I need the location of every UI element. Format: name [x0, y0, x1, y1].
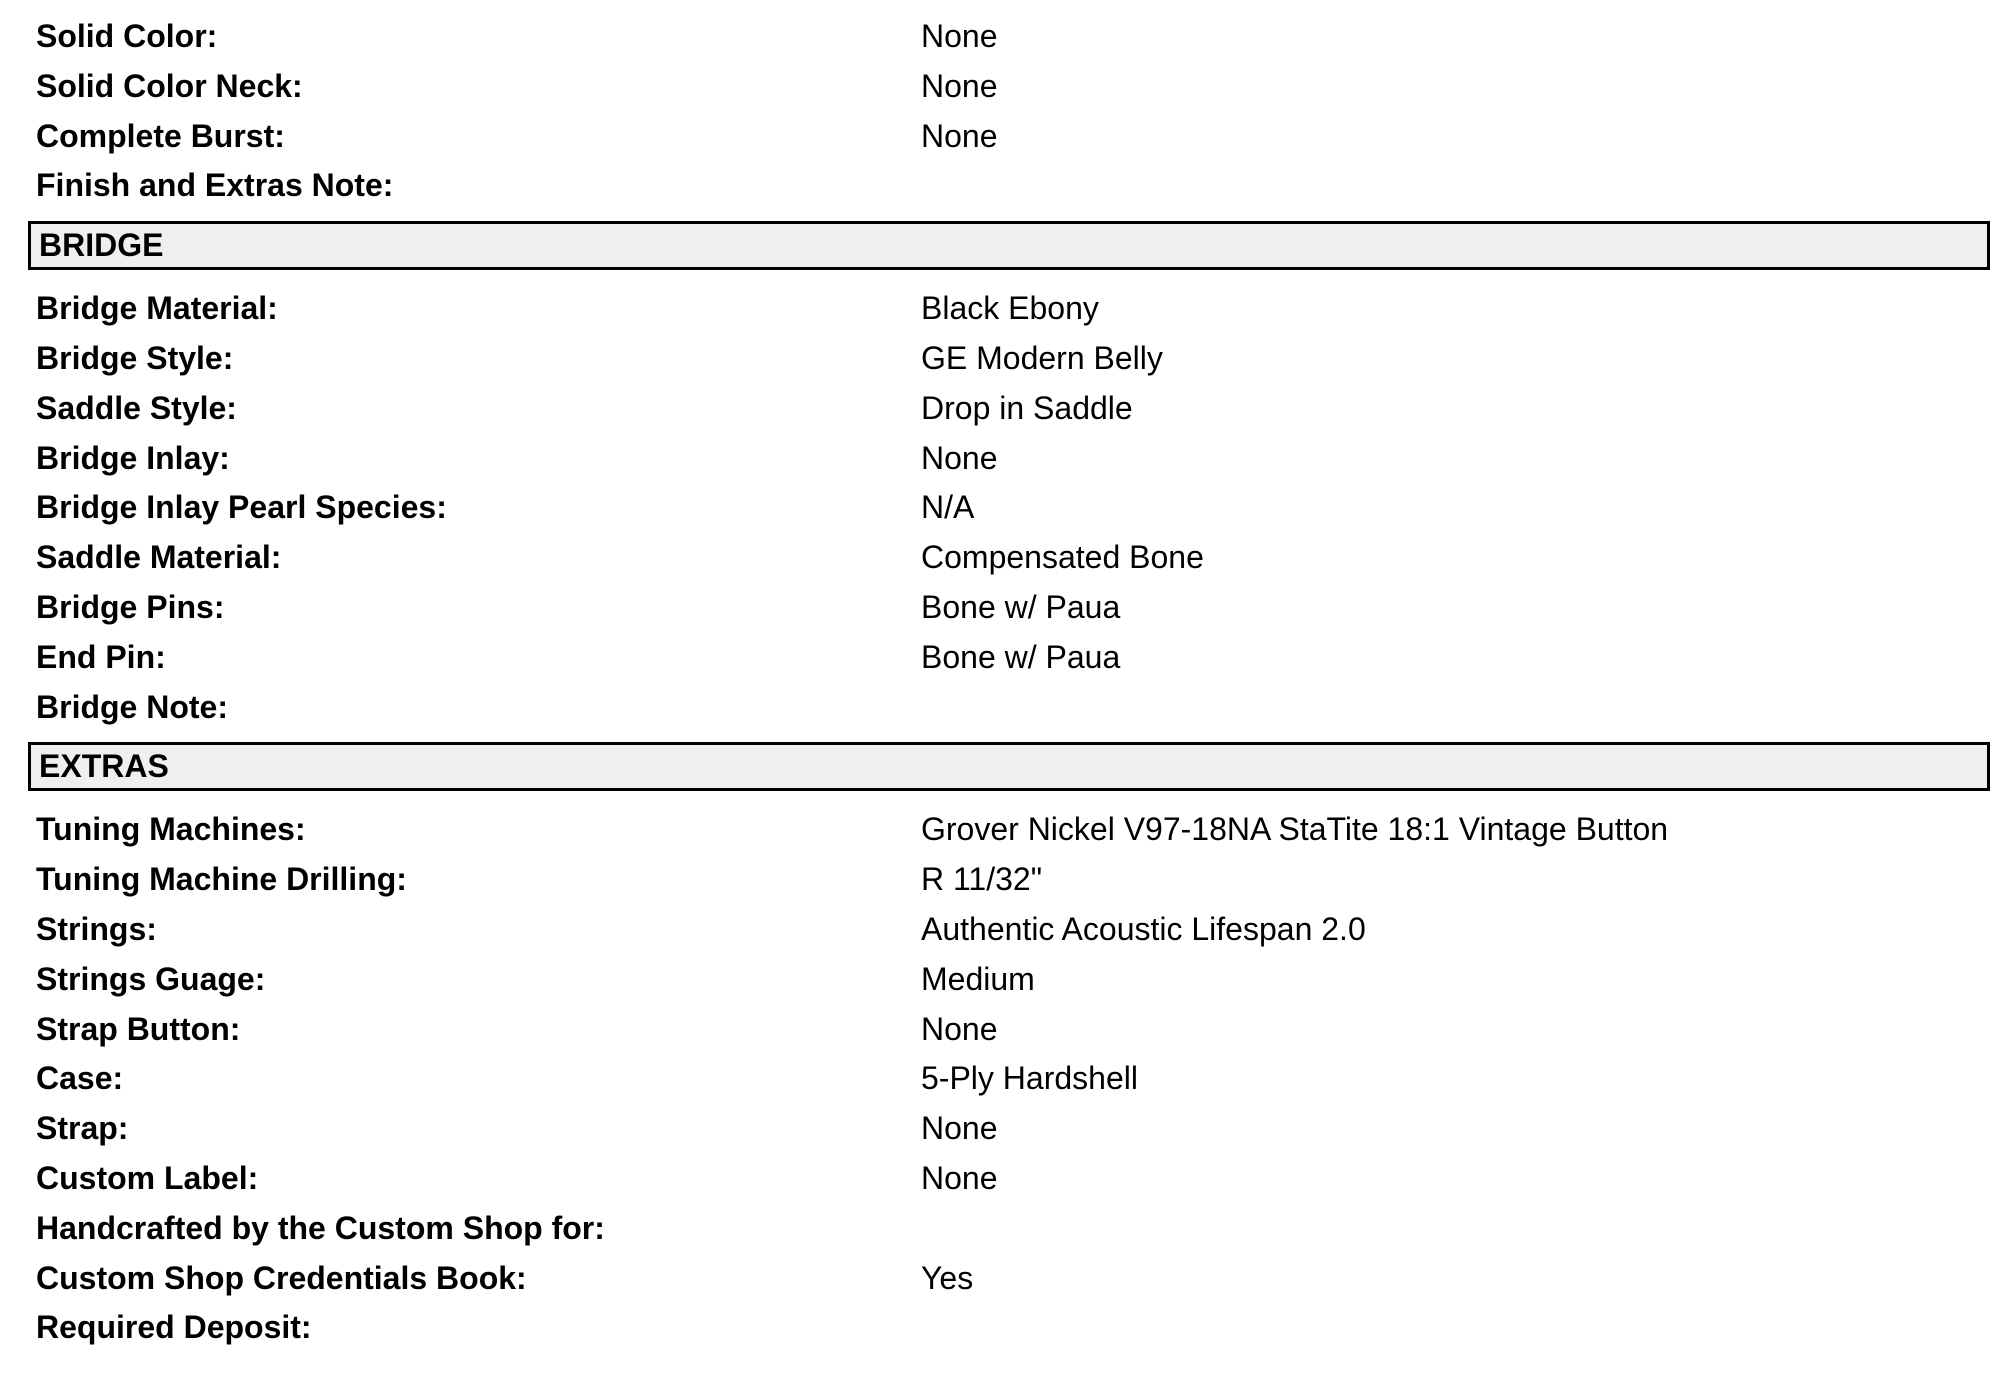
spec-row-credentials-book: [0, 1254, 2000, 1304]
spec-label: Strap:: [36, 1110, 129, 1147]
spec-row-strings: [0, 905, 2000, 955]
spec-label: Saddle Style:: [36, 389, 237, 426]
spec-row-bridge-inlay: [0, 434, 2000, 484]
spec-value: R 11/32": [921, 861, 1043, 898]
spec-row-tuning-machines: [0, 805, 2000, 855]
spec-label: Case:: [36, 1060, 124, 1097]
spec-value: None: [921, 1110, 998, 1147]
spec-label: Tuning Machine Drilling:: [36, 861, 407, 898]
spec-label: Bridge Inlay:: [36, 439, 230, 476]
spec-label: Bridge Inlay Pearl Species:: [36, 489, 447, 526]
spec-value: Yes: [921, 1259, 974, 1296]
spec-label: Custom Shop Credentials Book:: [36, 1259, 527, 1296]
spec-row-solid-color: [0, 12, 2000, 62]
spec-value: 5-Ply Hardshell: [921, 1060, 1138, 1097]
spec-value: Bone w/ Paua: [921, 588, 1121, 625]
spec-row-bridge-note: [0, 683, 2000, 733]
spec-value: Bone w/ Paua: [921, 638, 1121, 675]
spec-value: None: [921, 117, 998, 154]
spec-row-end-pin: [0, 633, 2000, 683]
spec-row-finish-note: [0, 161, 2000, 211]
spec-row-bridge-style: [0, 334, 2000, 384]
spec-label: Bridge Note:: [36, 688, 228, 725]
spec-label: Bridge Pins:: [36, 588, 225, 625]
section-header-extras: EXTRAS: [28, 742, 1990, 791]
spec-row-tuning-machine-drilling: [0, 855, 2000, 905]
spec-label: Finish and Extras Note:: [36, 167, 394, 204]
spec-label: Strings Guage:: [36, 960, 266, 997]
spec-row-saddle-material: [0, 533, 2000, 583]
spec-label: End Pin:: [36, 638, 166, 675]
spec-label: Bridge Style:: [36, 339, 234, 376]
spec-value: None: [921, 1010, 998, 1047]
spec-row-case: [0, 1054, 2000, 1104]
spec-value: Drop in Saddle: [921, 389, 1133, 426]
spec-row-bridge-material: [0, 284, 2000, 334]
spec-row-solid-color-neck: [0, 62, 2000, 112]
spec-row-bridge-inlay-pearl: [0, 483, 2000, 533]
spec-row-handcrafted-for: [0, 1204, 2000, 1254]
spec-label: Strap Button:: [36, 1010, 241, 1047]
spec-value: GE Modern Belly: [921, 339, 1163, 376]
spec-value: Compensated Bone: [921, 539, 1204, 576]
spec-label: Strings:: [36, 910, 157, 947]
spec-label: Bridge Material:: [36, 290, 278, 327]
spec-row-required-deposit: [0, 1303, 2000, 1353]
spec-value: Grover Nickel V97-18NA StaTite 18:1 Vintage Button: [921, 811, 1669, 848]
spec-label: Handcrafted by the Custom Shop for:: [36, 1209, 605, 1246]
spec-label: Saddle Material:: [36, 539, 282, 576]
spec-value: None: [921, 67, 998, 104]
spec-label: Required Deposit:: [36, 1309, 312, 1346]
spec-label: Complete Burst:: [36, 117, 285, 154]
spec-row-custom-label: [0, 1154, 2000, 1204]
spec-label: Tuning Machines:: [36, 811, 306, 848]
spec-value: None: [921, 439, 998, 476]
spec-row-strings-guage: [0, 955, 2000, 1005]
spec-value: None: [921, 1159, 998, 1196]
spec-label: Solid Color Neck:: [36, 67, 303, 104]
spec-row-strap-button: [0, 1005, 2000, 1055]
section-header-bridge: BRIDGE: [28, 221, 1990, 270]
spec-value: N/A: [921, 489, 975, 526]
spec-label: Solid Color:: [36, 18, 218, 54]
spec-value: Medium: [921, 960, 1035, 997]
spec-sheet: [0, 12, 2000, 1353]
spec-row-strap: [0, 1104, 2000, 1154]
spec-row-saddle-style: [0, 384, 2000, 434]
spec-row-complete-burst: [0, 112, 2000, 162]
spec-row-bridge-pins: [0, 583, 2000, 633]
spec-label: Custom Label:: [36, 1159, 259, 1196]
spec-value: None: [921, 18, 998, 54]
spec-value: Authentic Acoustic Lifespan 2.0: [921, 910, 1366, 947]
spec-value: Black Ebony: [921, 290, 1099, 327]
